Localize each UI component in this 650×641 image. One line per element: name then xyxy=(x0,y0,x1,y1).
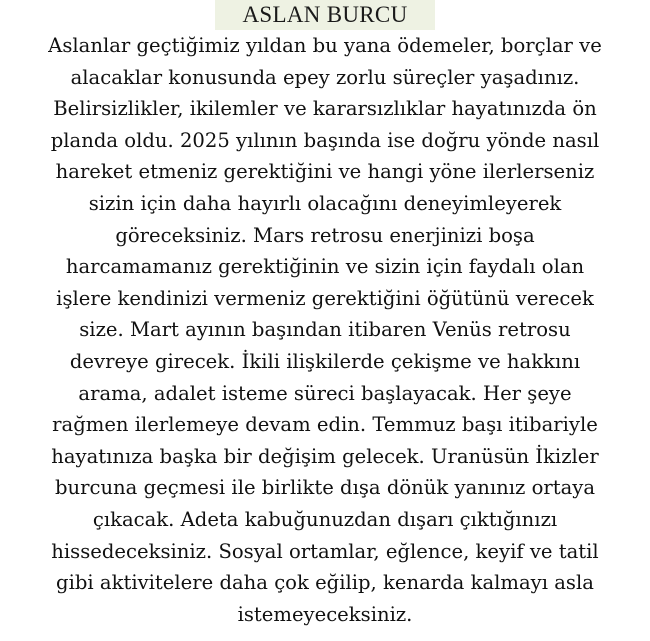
text-line: size. Mart ayının başından itibaren Venüs retrosu xyxy=(79,318,571,342)
text-line: hareket etmeniz gerektiğini ve hangi yöne ilerlerseniz xyxy=(55,160,595,184)
title-bar xyxy=(0,0,650,30)
text-line: Belirsizlikler, ikilemler ve kararsızlıklar hayatınızda ön xyxy=(53,97,597,121)
text-line: planda oldu. 2025 yılının başında ise doğru yönde nasıl xyxy=(50,128,600,152)
text-line: hayatınıza başka bir değişim gelecek. Uranüsün İkizler xyxy=(51,444,599,468)
text-line: Aslanlar geçtiğimiz yıldan bu yana ödemeler, borçlar ve xyxy=(48,34,602,57)
text-line: alacaklar konusunda epey zorlu süreçler yaşadınız. xyxy=(70,65,580,89)
text-line: burcuna geçmesi ile birlikte dışa dönük yanınız ortaya xyxy=(54,476,596,500)
text-line: gibi aktivitelere daha çok eğilip, kenarda kalmayı asla xyxy=(56,571,594,595)
text-line: işlere kendinizi vermeniz gerektiğini öğütünü verecek xyxy=(56,286,594,310)
text-line: devreye girecek. İkili ilişkilerde çekişme ve hakkını xyxy=(69,349,581,373)
text-line: sizin için daha hayırlı olacağını deneyimleyerek xyxy=(88,191,562,215)
text-line: arama, adalet isteme süreci başlayacak. Her şeye xyxy=(78,381,572,405)
text-line: istemeyeceksiniz. xyxy=(237,602,413,626)
text-line: hissedeceksiniz. Sosyal ortamlar, eğlence, keyif ve tatil xyxy=(51,539,599,563)
text-line: çıkacak. Adeta kabuğunuzdan dışarı çıktığınızı xyxy=(92,507,558,531)
text-line: göreceksiniz. Mars retrosu enerjinizi boşa xyxy=(115,223,535,247)
text-line: harcamamanız gerektiğinin ve sizin için faydalı olan xyxy=(65,255,585,279)
horoscope-paragraph xyxy=(0,30,650,630)
text-line: rağmen ilerlemeye devam edin. Temmuz başı itibariyle xyxy=(52,413,598,437)
page-title: ASLAN BURCU xyxy=(215,0,436,30)
